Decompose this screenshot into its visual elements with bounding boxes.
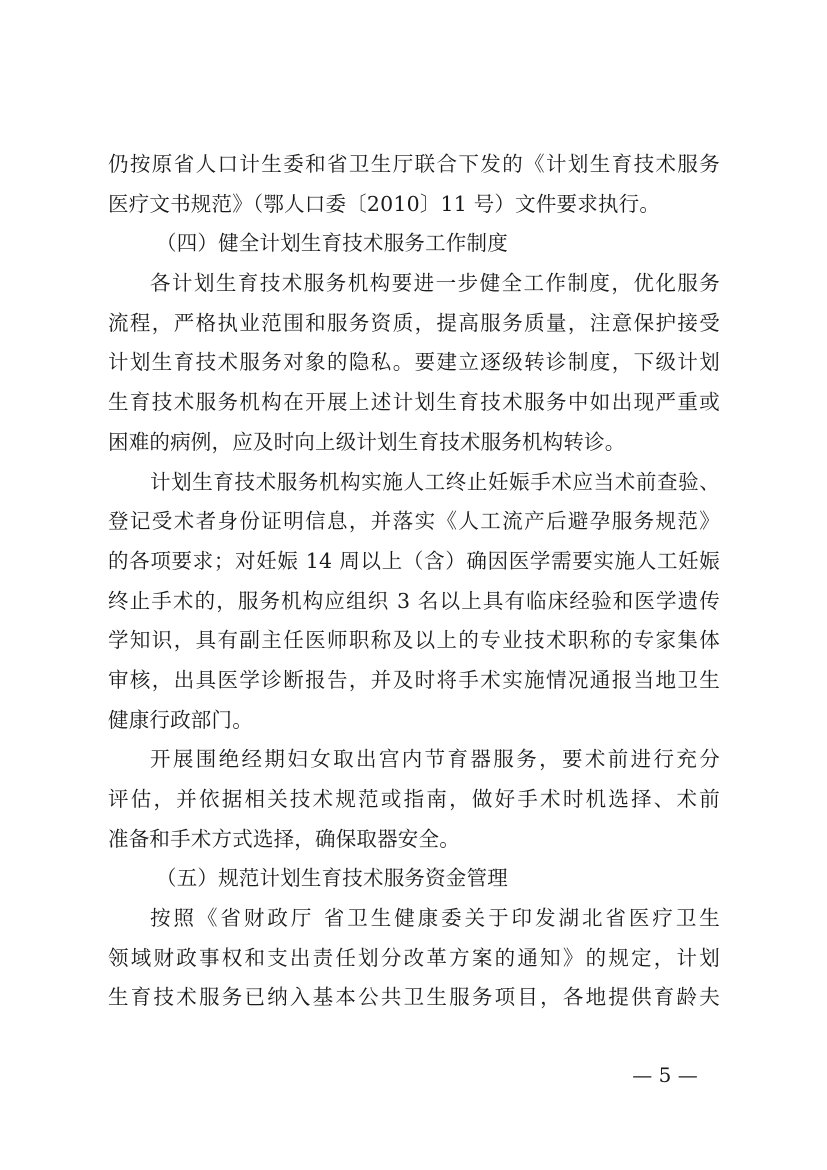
text-line: 生育技术服务机构在开展上述计划生育技术服务中如出现严重或 [108, 390, 720, 415]
text-line: 的各项要求；对妊娠 14 周以上（含）确因医学需要实施人工妊娠 [108, 548, 720, 573]
text-line: 按照《省财政厅 省卫生健康委关于印发湖北省医疗卫生 [150, 906, 720, 931]
text-line: 学知识，具有副主任医师职称及以上的专业技术职称的专家集体 [108, 628, 720, 653]
text-line: 终止手术的，服务机构应组织 3 名以上具有临床经验和医学遗传 [108, 588, 720, 613]
text-line: 仍按原省人口计生委和省卫生厅联合下发的《计划生育技术服务 [108, 152, 720, 176]
text-line: 健康行政部门。 [108, 707, 253, 732]
text-line: 准备和手术方式选择，确保取器安全。 [108, 826, 460, 851]
section-heading: （四）健全计划生育技术服务工作制度 [156, 231, 508, 256]
text-line: 开展围绝经期妇女取出宫内节育器服务，要术前进行充分 [150, 747, 720, 772]
text-line: 流程，严格执业范围和服务资质，提高服务质量，注意保护接受 [108, 310, 720, 335]
page-number: — 5 — [632, 1063, 698, 1087]
text-line: 审核，出具医学诊断报告，并及时将手术实施情况通报当地卫生 [108, 667, 720, 692]
text-line: 困难的病例，应及时向上级计划生育技术服务机构转诊。 [108, 429, 626, 454]
text-line: 生育技术服务已纳入基本公共卫生服务项目，各地提供育龄夫 [108, 985, 720, 1010]
text-line: 医疗文书规范》（鄂人口委〔2010〕11 号）文件要求执行。 [108, 191, 661, 216]
document-body [108, 145, 720, 1018]
text-line: 登记受术者身份证明信息，并落实《人工流产后避孕服务规范》 [108, 509, 720, 534]
text-line: 领域财政事权和支出责任划分改革方案的通知》的规定，计划 [108, 945, 720, 970]
text-line: 评估，并依据相关技术规范或指南，做好手术时机选择、术前 [108, 787, 720, 811]
text-line: 计划生育技术服务对象的隐私。要建立逐级转诊制度，下级计划 [108, 350, 720, 375]
section-heading: （五）规范计划生育技术服务资金管理 [156, 866, 508, 891]
text-line: 各计划生育技术服务机构要进一步健全工作制度，优化服务 [150, 271, 720, 296]
text-line: 计划生育技术服务机构实施人工终止妊娠手术应当术前查验、 [150, 469, 720, 494]
